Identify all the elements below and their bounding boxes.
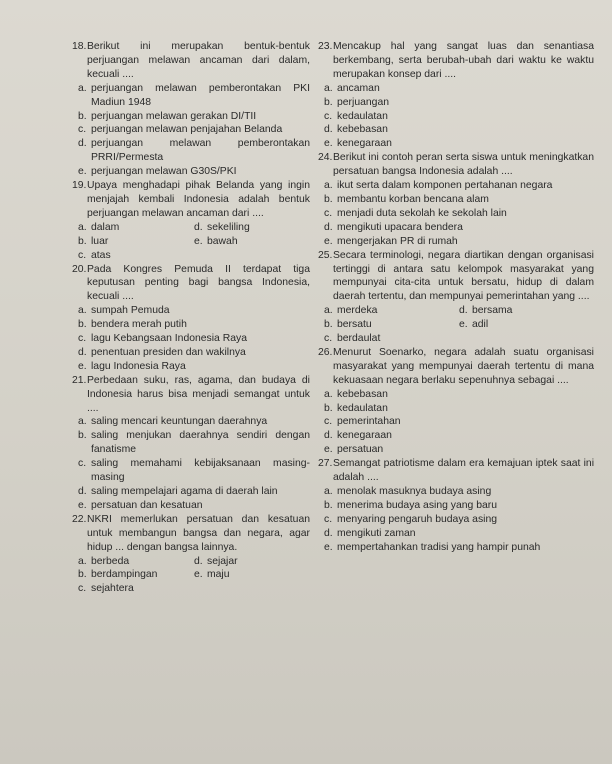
option-letter: d. [324, 221, 333, 233]
option-text: penentuan presiden dan wakilnya [91, 346, 246, 358]
answer-option [78, 235, 194, 249]
answer-option [194, 235, 310, 249]
option-letter: a. [324, 305, 333, 317]
answer-option [78, 332, 310, 346]
question-stem [72, 179, 310, 221]
answer-options [72, 415, 310, 512]
question-22 [72, 513, 310, 596]
answer-option [194, 221, 310, 235]
question-stem [72, 40, 310, 82]
option-text: mengikuti zaman [337, 527, 416, 539]
option-letter: d. [78, 138, 87, 150]
question-text: NKRI memerlukan persatuan dan kesatuan untuk membangun bangsa dan negara, agar hidup ... dengan bangsa lainnya. [87, 513, 310, 553]
answer-option [324, 137, 594, 151]
answer-option [324, 221, 594, 235]
option-text: kedaulatan [337, 402, 388, 414]
question-25 [318, 249, 594, 346]
option-text: lagu Kebangsaan Indonesia Raya [91, 333, 247, 345]
answer-option [324, 527, 594, 541]
option-letter: a. [324, 388, 333, 400]
answer-option [78, 304, 310, 318]
option-text: perjuangan melawan pemberontakan PKI Madiun 1948 [91, 82, 310, 108]
answer-option [78, 499, 310, 513]
question-text: Pada Kongres Pemuda II terdapat tiga keputusan penting bagi bangsa Indonesia, kecuali .... [87, 263, 310, 303]
answer-option-row [324, 304, 594, 318]
option-text: perjuangan melawan penjajahan Belanda [91, 124, 283, 136]
answer-option [194, 582, 310, 596]
option-text: kebebasan [337, 124, 388, 136]
answer-option [324, 193, 594, 207]
answer-option [324, 388, 594, 402]
answer-options [318, 82, 594, 152]
option-text: bendera merah putih [91, 319, 187, 331]
option-text: bawah [207, 235, 238, 247]
option-text: pemerintahan [337, 416, 401, 428]
answer-option [78, 110, 310, 124]
answer-option [324, 541, 594, 555]
question-24 [318, 151, 594, 248]
option-text: kebebasan [337, 388, 388, 400]
question-19 [72, 179, 310, 262]
answer-option [459, 318, 594, 332]
question-text: Semangat patriotisme dalam era kemajuan iptek saat ini adalah .... [333, 458, 594, 484]
question-text: Berikut ini contoh peran serta siswa untuk meningkatkan persatuan bangsa Indonesia adalah .... [333, 152, 594, 178]
option-letter: c. [324, 110, 333, 122]
option-text: persatuan [337, 444, 384, 456]
question-stem [318, 40, 594, 82]
option-text: kenegaraan [337, 430, 392, 442]
answer-options [318, 179, 594, 249]
option-text: menyaring pengaruh budaya asing [337, 513, 498, 525]
option-text: persatuan dan kesatuan [91, 499, 203, 511]
option-text: maju [207, 569, 230, 581]
answer-options [72, 555, 310, 597]
option-text: kenegaraan [337, 138, 392, 150]
answer-option [78, 429, 310, 457]
option-letter: e. [324, 541, 333, 553]
option-letter: b. [78, 430, 87, 442]
option-text: perjuangan melawan gerakan DI/TII [91, 110, 257, 122]
question-26 [318, 346, 594, 457]
option-letter: b. [78, 569, 87, 581]
option-text: sejajar [207, 555, 238, 567]
option-letter [194, 249, 207, 263]
option-text: ikut serta dalam komponen pertahanan negara [337, 180, 553, 192]
option-letter: a. [78, 555, 87, 567]
option-letter: c. [78, 333, 87, 345]
answer-options [318, 304, 594, 346]
option-letter: c. [324, 513, 333, 525]
question-number: 24. [318, 152, 333, 164]
option-text: sejahtera [91, 583, 134, 595]
question-20 [72, 263, 310, 374]
answer-option [324, 429, 594, 443]
option-letter: e. [194, 569, 203, 581]
option-text: mengikuti upacara bendera [337, 221, 463, 233]
answer-options [318, 485, 594, 555]
answer-option [78, 318, 310, 332]
option-letter: a. [78, 416, 87, 428]
option-letter: c. [324, 416, 333, 428]
option-text: perjuangan melawan G30S/PKI [91, 166, 237, 178]
option-text: perjuangan melawan pemberontakan PRRI/Permesta [91, 138, 310, 164]
question-text: Mencakup hal yang sangat luas dan senantiasa berkembang, serta berubah-ubah dari waktu ke waktu merupakan konsep dari .... [333, 41, 594, 80]
option-letter: e. [194, 235, 203, 247]
option-letter: a. [324, 486, 333, 497]
option-text: sumpah Pemuda [91, 305, 170, 317]
option-text: bersama [472, 305, 513, 317]
option-text: sekeliling [207, 221, 250, 233]
question-text: Berikut ini merupakan bentuk-bentuk perjuangan melawan ancaman dari dalam, kecuali .... [87, 41, 310, 80]
question-stem [318, 151, 594, 179]
option-text: luar [91, 235, 109, 247]
question-23 [318, 40, 594, 151]
answer-option [78, 249, 194, 263]
option-text: adil [472, 319, 489, 331]
option-letter: e. [78, 166, 87, 178]
option-letter: c. [324, 333, 333, 345]
option-letter: d. [324, 527, 333, 539]
question-stem [72, 263, 310, 305]
option-letter: e. [324, 235, 333, 247]
question-number: 21. [72, 374, 87, 386]
option-letter: e. [78, 360, 87, 372]
question-stem [72, 513, 310, 555]
answer-option [194, 249, 310, 263]
answer-option-row [78, 249, 310, 263]
option-text: berdampingan [91, 569, 158, 581]
answer-option [324, 110, 594, 124]
option-text: menerima budaya asing yang baru [337, 499, 497, 511]
question-number: 19. [72, 180, 87, 192]
option-text: lagu Indonesia Raya [91, 360, 186, 372]
question-text: Menurut Soenarko, negara adalah suatu organisasi masyarakat yang mempunyai daerah tertentu di mana kekuasaan negara berlaku sepenuhnya sebagai .... [333, 346, 594, 386]
answer-option [78, 137, 310, 165]
option-text: berdaulat [337, 333, 381, 345]
option-text: bersatu [337, 319, 372, 331]
option-letter: d. [324, 430, 333, 442]
answer-option [78, 123, 310, 137]
answer-options [72, 304, 310, 374]
answer-option [324, 207, 594, 221]
question-27 [318, 457, 594, 554]
answer-option [78, 582, 194, 596]
answer-option [324, 82, 594, 96]
option-letter: d. [459, 305, 468, 317]
question-stem [318, 346, 594, 388]
option-letter: e. [78, 499, 87, 511]
option-letter: b. [78, 110, 87, 122]
option-letter: e. [324, 138, 333, 150]
answer-option [324, 235, 594, 249]
question-text: Secara terminologi, negara diartikan dengan organisasi tertinggi di antara satu kelompok masyarakat yang mempunyai cita-cita untuk bersatu, hidup di dalam daerah tertentu, dan mempunyai pemerintahan yang .... [333, 249, 594, 303]
option-letter: a. [78, 221, 87, 233]
answer-option [78, 555, 194, 569]
answer-option-row [78, 582, 310, 596]
option-text: kedaulatan [337, 110, 388, 122]
question-number: 26. [318, 346, 333, 358]
option-text: membantu korban bencana alam [337, 193, 489, 205]
option-letter: c. [78, 249, 87, 261]
option-letter: a. [78, 82, 87, 94]
question-stem [318, 249, 594, 305]
option-letter: a. [324, 82, 333, 94]
option-text: saling mempelajari agama di daerah lain [91, 486, 278, 497]
answer-option-row [78, 221, 310, 235]
option-text: mempertahankan tradisi yang hampir punah [337, 541, 541, 553]
option-letter: b. [324, 96, 333, 108]
option-letter [194, 582, 207, 596]
answer-option [78, 165, 310, 179]
option-letter: c. [78, 458, 87, 470]
answer-option [78, 485, 310, 499]
option-letter: b. [78, 319, 87, 331]
option-text: saling mencari keuntungan daerahnya [91, 416, 268, 428]
answer-option [78, 346, 310, 360]
option-letter: e. [324, 444, 333, 456]
answer-option [194, 555, 310, 569]
answer-options [318, 388, 594, 458]
option-text: saling memahami kebijaksanaan masing-masing [91, 458, 310, 484]
option-letter: b. [324, 402, 333, 414]
question-stem [72, 374, 310, 416]
answer-option [78, 457, 310, 485]
answer-option [324, 415, 594, 429]
answer-option [459, 304, 594, 318]
answer-option [324, 402, 594, 416]
answer-option [324, 332, 459, 346]
option-letter: e. [459, 319, 468, 331]
option-text: ancaman [337, 82, 380, 94]
option-letter: d. [194, 221, 203, 233]
answer-option [324, 513, 594, 527]
option-text: atas [91, 249, 111, 261]
left-column [72, 40, 310, 596]
option-text: perjuangan [337, 96, 389, 108]
question-number: 27. [318, 458, 333, 470]
option-text: saling menjukan daerahnya sendiri dengan fanatisme [91, 430, 310, 456]
option-letter: d. [78, 346, 87, 358]
question-number: 22. [72, 513, 87, 525]
answer-option [459, 332, 594, 346]
option-text: merdeka [337, 305, 378, 317]
answer-option [78, 360, 310, 374]
question-21 [72, 374, 310, 513]
answer-option [324, 499, 594, 513]
option-letter: d. [324, 124, 333, 136]
option-letter: b. [324, 193, 333, 205]
answer-option-row [78, 555, 310, 569]
answer-option [78, 568, 194, 582]
option-letter: a. [78, 305, 87, 317]
answer-options [72, 82, 310, 179]
option-text: menjadi duta sekolah ke sekolah lain [337, 207, 507, 219]
answer-option-row [78, 568, 310, 582]
option-letter: b. [78, 235, 87, 247]
answer-option [78, 415, 310, 429]
question-number: 18. [72, 41, 87, 52]
option-letter: c. [78, 583, 87, 595]
answer-options [72, 221, 310, 263]
option-text: mengerjakan PR di rumah [337, 235, 458, 247]
option-letter: c. [78, 124, 87, 136]
question-number: 23. [318, 41, 333, 52]
answer-option-row [78, 235, 310, 249]
question-18 [72, 40, 310, 179]
right-column [318, 40, 594, 555]
answer-option-row [324, 332, 594, 346]
option-letter: b. [324, 499, 333, 511]
option-letter: d. [194, 555, 203, 567]
answer-option [324, 123, 594, 137]
answer-option-row [324, 318, 594, 332]
option-letter: d. [78, 486, 87, 497]
answer-option [194, 568, 310, 582]
answer-option [324, 96, 594, 110]
option-text: berbeda [91, 555, 130, 567]
option-letter: a. [324, 180, 333, 192]
answer-option [78, 82, 310, 110]
answer-option [324, 304, 459, 318]
question-number: 20. [72, 263, 87, 275]
answer-option [324, 318, 459, 332]
question-number: 25. [318, 249, 333, 261]
option-letter [459, 332, 472, 346]
question-text: Perbedaan suku, ras, agama, dan budaya di Indonesia harus bisa menjadi semangat untuk .... [87, 374, 310, 414]
option-letter: c. [324, 207, 333, 219]
question-stem [318, 457, 594, 485]
answer-option [324, 443, 594, 457]
question-text: Upaya menghadapi pihak Belanda yang ingin menjajah kembali Indonesia adalah bentuk perjuangan melawan ancaman dari .... [87, 180, 310, 219]
answer-option [78, 221, 194, 235]
option-letter: b. [324, 319, 333, 331]
answer-option [324, 179, 594, 193]
option-text: dalam [91, 221, 120, 233]
option-text: menolak masuknya budaya asing [337, 486, 492, 497]
answer-option [324, 485, 594, 499]
